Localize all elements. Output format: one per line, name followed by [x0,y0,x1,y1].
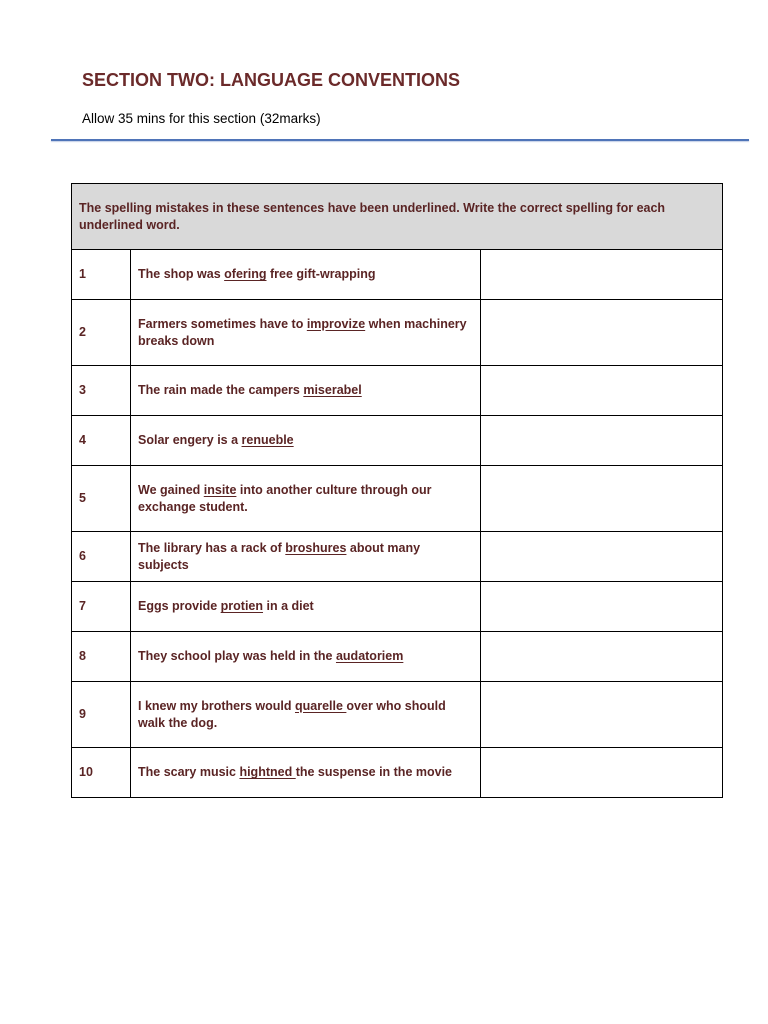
question-number: 9 [72,682,131,748]
question-number: 3 [72,366,131,416]
misspelled-word: quarelle [294,699,347,713]
answer-cell[interactable] [481,748,723,798]
misspelled-word: ofering [224,267,267,282]
question-sentence: Farmers sometimes have to improvize when machinery breaks down [131,300,481,366]
answer-cell[interactable] [481,632,723,682]
table-row [72,748,723,798]
misspelled-word: audatoriem [335,649,404,664]
question-number: 2 [72,300,131,366]
question-number: 7 [72,582,131,632]
misspelled-word: renueble [241,433,294,448]
question-number: 1 [72,250,131,300]
table-row [72,532,723,582]
table-row [72,416,723,466]
misspelled-word: broshures [285,541,347,555]
table-row [72,300,723,366]
table-row [72,366,723,416]
table-row [72,632,723,682]
question-sentence: I knew my brothers would quarelle over who should walk the dog. [131,682,481,748]
question-sentence: The library has a rack of broshures about many subjects [131,532,481,582]
question-sentence: The scary music hightned the suspense in the movie [131,748,481,798]
answer-cell[interactable] [481,250,723,300]
instruction-cell: The spelling mistakes in these sentences have been underlined. Write the correct spelling for each underlined word. [72,184,723,250]
section-subtitle: Allow 35 mins for this section (32marks) [82,111,321,126]
question-number: 6 [72,532,131,582]
answer-cell[interactable] [481,366,723,416]
question-number: 5 [72,466,131,532]
spelling-table [71,183,723,798]
table-row [72,466,723,532]
answer-cell[interactable] [481,416,723,466]
question-sentence: The rain made the campers miserabel [131,366,481,416]
answer-cell[interactable] [481,582,723,632]
misspelled-word: miserabel [303,383,362,398]
answer-cell[interactable] [481,682,723,748]
answer-cell[interactable] [481,300,723,366]
question-sentence: They school play was held in the audatoriem [131,632,481,682]
table-row [72,250,723,300]
table-row [72,582,723,632]
question-sentence: Eggs provide protien in a diet [131,582,481,632]
question-sentence: We gained insite into another culture through our exchange student. [131,466,481,532]
misspelled-word: improvize [306,317,366,331]
answer-cell[interactable] [481,532,723,582]
section-title: SECTION TWO: LANGUAGE CONVENTIONS [82,70,460,90]
question-sentence: Solar engery is a renueble [131,416,481,466]
question-number: 4 [72,416,131,466]
question-sentence: The shop was ofering free gift-wrapping [131,250,481,300]
misspelled-word: insite [203,483,237,497]
question-number: 8 [72,632,131,682]
header-divider [51,139,749,141]
answer-cell[interactable] [481,466,723,532]
misspelled-word: hightned [239,765,296,780]
table-row [72,682,723,748]
misspelled-word: protien [220,599,264,614]
question-number: 10 [72,748,131,798]
